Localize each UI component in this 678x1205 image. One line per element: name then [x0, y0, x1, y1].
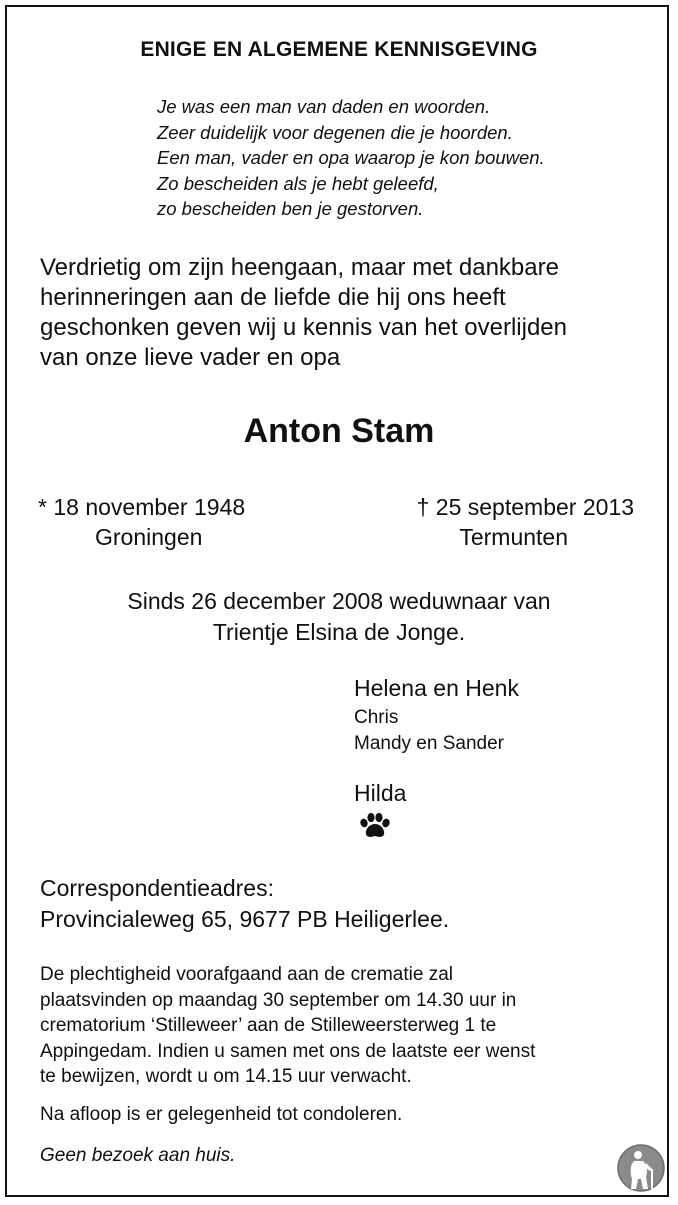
correspondence-line: Provincialeweg 65, 9677 PB Heiligerlee. [40, 906, 450, 932]
family-member: Hilda [354, 780, 407, 806]
family-member: Chris [354, 707, 399, 728]
deceased-name: Anton Stam [243, 412, 435, 450]
intro-line: herinneringen aan de liefde die hij ons heeft [40, 284, 506, 311]
intro-line: Verdrietig om zijn heengaan, maar met dankbare [40, 254, 559, 281]
widower-line: Sinds 26 december 2008 weduwnaar van [127, 588, 551, 614]
ceremony-line: crematorium ‘Stilleweer’ aan de Stilleweersterweg 1 te [40, 1015, 497, 1036]
poem-line: Zeer duidelijk voor degenen die je hoorden. [157, 121, 513, 143]
poem-line: Een man, vader en opa waarop je kon bouwen. [157, 147, 545, 168]
correspondence-address [40, 873, 449, 935]
correspondence-label: Correspondentieadres: [40, 875, 274, 901]
family-member: Mandy en Sander [354, 733, 504, 754]
death-date: † 25 september 2013 [416, 494, 634, 520]
poem-line: Zo bescheiden als je hebt geleefd, [157, 172, 439, 194]
intro-text [40, 253, 567, 373]
no-visit-text: Geen bezoek aan huis. [40, 1145, 236, 1166]
birth-place: Groningen [95, 524, 203, 550]
ceremony-line: Appingedam. Indien u samen met ons de laatste eer wenst [40, 1040, 536, 1062]
family-member: Helena en Henk [354, 675, 519, 701]
widower-line: Trientje Elsina de Jonge. [212, 619, 466, 645]
intro-line: van onze lieve vader en opa [40, 344, 341, 371]
paw-print-icon [358, 812, 392, 840]
poem [157, 94, 545, 222]
widower-text [0, 586, 678, 648]
poem-line: zo bescheiden ben je gestorven. [157, 198, 424, 219]
birth-date: * 18 november 1948 [38, 494, 246, 520]
notice-heading: ENIGE EN ALGEMENE KENNISGEVING [140, 38, 538, 61]
death-place: Termunten [459, 524, 568, 550]
ceremony-line: De plechtigheid voorafgaand aan de crematie zal [40, 964, 453, 985]
ceremony-text [40, 962, 535, 1090]
ceremony-line: plaatsvinden op maandag 30 september om 14.30 uur in [40, 989, 517, 1011]
intro-line: geschonken geven wij u kennis van het overlijden [40, 314, 568, 341]
memorial-figure-logo [616, 1143, 666, 1193]
poem-line: Je was een man van daden en woorden. [157, 96, 491, 117]
ceremony-line: te bewijzen, wordt u om 14.15 uur verwacht. [40, 1066, 412, 1087]
condolence-text: Na afloop is er gelegenheid tot condoleren. [40, 1104, 403, 1125]
